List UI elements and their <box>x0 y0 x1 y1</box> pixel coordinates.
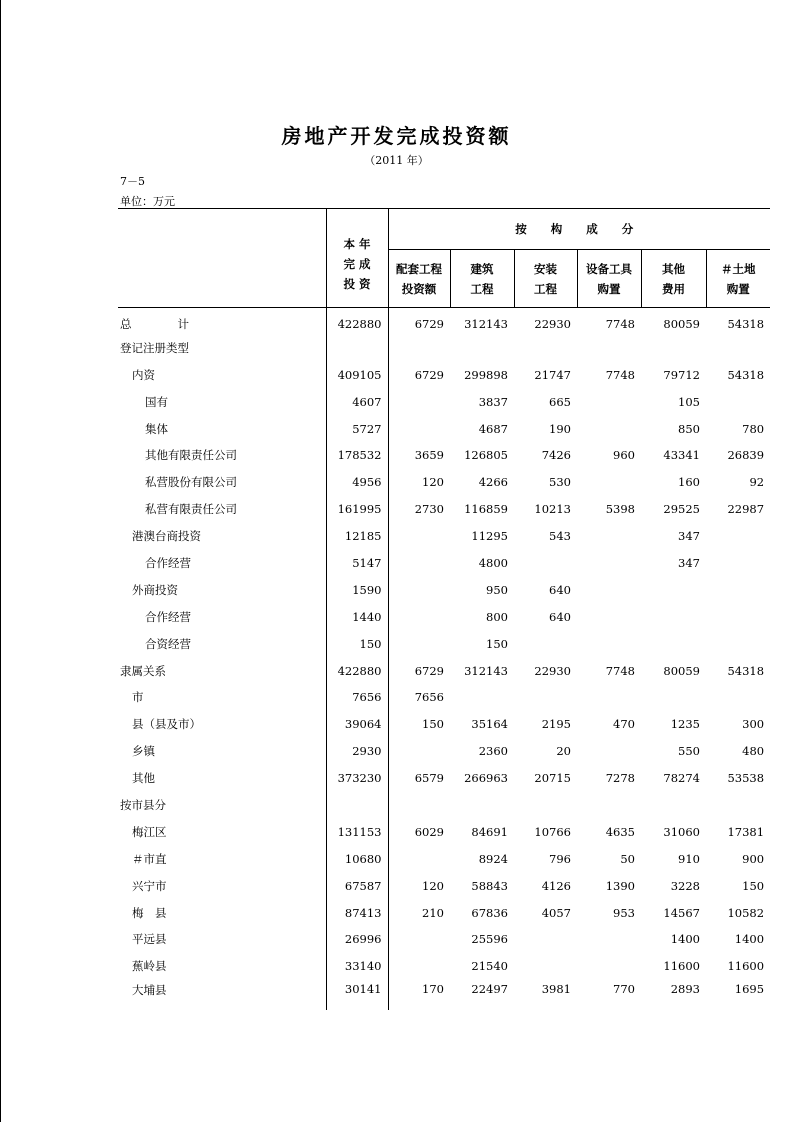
value-cell: 20 <box>556 744 571 759</box>
table-row <box>118 926 770 953</box>
value-cell: 105 <box>678 394 700 409</box>
value-cell: 4956 <box>326 469 388 496</box>
value-cell <box>388 845 450 872</box>
value-cell: 5727 <box>326 415 388 442</box>
value-cell: 178532 <box>326 442 388 469</box>
header-subcol-line: 工程 <box>534 281 557 296</box>
value-cell: 31060 <box>663 824 700 839</box>
header-subcol-line: 工程 <box>470 281 494 296</box>
value-cell <box>706 603 770 630</box>
value-cell: 266963 <box>464 771 508 786</box>
value-cell: 2360 <box>478 744 508 759</box>
table-row <box>118 953 770 980</box>
value-cell: 6729 <box>388 308 450 335</box>
value-cell: 850 <box>678 421 700 436</box>
value-cell: 665 <box>549 394 571 409</box>
header-subcol-line: 费用 <box>662 281 685 296</box>
value-cell: 17381 <box>727 824 765 839</box>
page-left-border <box>0 0 1 1122</box>
value-cell: 6729 <box>388 361 450 388</box>
row-label: 集体 <box>118 415 326 442</box>
value-cell: 470 <box>613 717 635 732</box>
value-cell: 10213 <box>534 502 571 517</box>
value-cell: 7748 <box>605 317 635 332</box>
value-cell <box>577 926 641 953</box>
value-cell: 80059 <box>663 317 700 332</box>
value-cell: 6579 <box>388 765 450 792</box>
row-label: 乡镇 <box>118 738 326 765</box>
value-cell: 84691 <box>471 824 508 839</box>
row-label: 市 <box>118 684 326 711</box>
value-cell: 39064 <box>326 711 388 738</box>
value-cell: 22930 <box>534 317 571 332</box>
table-row <box>118 899 770 926</box>
header-group: 按 构 成 分 <box>388 209 770 250</box>
value-cell: 770 <box>613 981 635 996</box>
table-row <box>118 442 770 469</box>
value-cell <box>326 792 388 819</box>
row-label: 大埔县 <box>118 980 326 1010</box>
value-cell: 21540 <box>471 959 508 974</box>
value-cell: 12185 <box>326 523 388 550</box>
value-cell: 1400 <box>670 932 700 947</box>
value-cell: 953 <box>613 905 635 920</box>
value-cell <box>577 388 641 415</box>
value-cell <box>388 576 450 603</box>
header-item-cell <box>118 209 326 308</box>
row-label: 按市县分 <box>118 792 326 819</box>
value-cell <box>388 792 450 819</box>
value-cell: 7656 <box>388 684 450 711</box>
table-row <box>118 980 770 1010</box>
value-cell: 422880 <box>326 308 388 335</box>
value-cell <box>577 630 641 657</box>
value-cell: 7748 <box>605 663 635 678</box>
header-total-line-3: 投 资 <box>343 277 371 291</box>
value-cell: 161995 <box>326 496 388 523</box>
value-cell: 150 <box>388 711 450 738</box>
value-cell: 58843 <box>471 878 508 893</box>
header-subcol <box>706 250 770 308</box>
value-cell <box>577 576 641 603</box>
value-cell: 2893 <box>670 981 700 996</box>
value-cell <box>706 792 770 819</box>
value-cell <box>450 334 514 361</box>
row-label: 港澳台商投资 <box>118 523 326 550</box>
row-label: 合作经营 <box>118 603 326 630</box>
value-cell: 210 <box>388 899 450 926</box>
value-cell <box>706 684 770 711</box>
value-cell: 22987 <box>727 502 765 517</box>
value-cell <box>388 926 450 953</box>
table-row <box>118 388 770 415</box>
value-cell <box>706 576 770 603</box>
table-row <box>118 657 770 684</box>
table-row <box>118 334 770 361</box>
header-subcol-line: 设备工具 <box>586 261 632 276</box>
value-cell <box>577 415 641 442</box>
value-cell <box>641 630 706 657</box>
value-cell: 67587 <box>326 872 388 899</box>
value-cell: 10582 <box>727 905 765 920</box>
value-cell: 53538 <box>727 771 765 786</box>
row-label: 私营股份有限公司 <box>118 469 326 496</box>
value-cell: 2195 <box>541 717 571 732</box>
header-total <box>326 209 388 308</box>
value-cell: 54318 <box>727 367 765 382</box>
unit-label: 单位：万元 <box>120 195 175 208</box>
value-cell <box>706 630 770 657</box>
value-cell <box>514 926 577 953</box>
value-cell: 409105 <box>326 361 388 388</box>
value-cell: 1235 <box>670 717 700 732</box>
header-subcol-line: 安装 <box>534 261 557 276</box>
value-cell: 116859 <box>464 502 508 517</box>
table-row <box>118 738 770 765</box>
table-row <box>118 550 770 577</box>
value-cell: 67836 <box>471 905 508 920</box>
value-cell: 550 <box>678 744 700 759</box>
value-cell: 54318 <box>727 317 765 332</box>
header-total-line-1: 本 年 <box>343 237 371 251</box>
row-label: 合作经营 <box>118 550 326 577</box>
row-label: 私营有限责任公司 <box>118 496 326 523</box>
value-cell: 7748 <box>605 367 635 382</box>
value-cell: 29525 <box>663 502 700 517</box>
value-cell: 347 <box>678 555 700 570</box>
value-cell: 900 <box>742 851 765 866</box>
value-cell: 4607 <box>326 388 388 415</box>
value-cell <box>706 334 770 361</box>
row-label: ＃市直 <box>118 845 326 872</box>
value-cell: 347 <box>678 529 700 544</box>
value-cell: 640 <box>549 582 571 597</box>
table-row <box>118 415 770 442</box>
value-cell <box>388 738 450 765</box>
value-cell <box>577 523 641 550</box>
header-subcol <box>450 250 514 308</box>
value-cell: 7426 <box>541 448 571 463</box>
header-subcol <box>577 250 641 308</box>
table-row <box>118 765 770 792</box>
value-cell: 26996 <box>326 926 388 953</box>
value-cell: 120 <box>388 872 450 899</box>
value-cell: 7656 <box>326 684 388 711</box>
value-cell: 50 <box>620 851 635 866</box>
value-cell: 312143 <box>464 663 508 678</box>
table-row <box>118 792 770 819</box>
row-label: 内资 <box>118 361 326 388</box>
value-cell <box>706 388 770 415</box>
value-cell: 78274 <box>663 771 700 786</box>
row-label: 蕉岭县 <box>118 953 326 980</box>
value-cell <box>388 550 450 577</box>
value-cell <box>388 334 450 361</box>
value-cell <box>388 388 450 415</box>
row-label: 梅 县 <box>118 899 326 926</box>
value-cell: 87413 <box>326 899 388 926</box>
value-cell: 43341 <box>663 448 700 463</box>
value-cell: 543 <box>549 529 571 544</box>
value-cell: 92 <box>749 475 765 490</box>
table-row <box>118 711 770 738</box>
value-cell: 4057 <box>541 905 571 920</box>
value-cell: 480 <box>742 744 765 759</box>
value-cell <box>388 953 450 980</box>
value-cell: 4687 <box>478 421 508 436</box>
value-cell: 422880 <box>326 657 388 684</box>
value-cell: 3228 <box>670 878 700 893</box>
value-cell <box>514 684 577 711</box>
value-cell <box>326 334 388 361</box>
value-cell: 910 <box>678 851 700 866</box>
table-row <box>118 576 770 603</box>
value-cell: 3981 <box>541 981 571 996</box>
value-cell <box>388 415 450 442</box>
value-cell: 1695 <box>734 981 765 996</box>
row-label: 其他有限责任公司 <box>118 442 326 469</box>
value-cell: 126805 <box>464 448 508 463</box>
value-cell: 10766 <box>534 824 571 839</box>
row-label: 隶属关系 <box>118 657 326 684</box>
table-row <box>118 684 770 711</box>
table-row <box>118 496 770 523</box>
investment-table <box>118 208 770 1010</box>
value-cell: 80059 <box>663 663 700 678</box>
value-cell: 373230 <box>326 765 388 792</box>
value-cell: 299898 <box>464 367 508 382</box>
header-subcol <box>514 250 577 308</box>
value-cell: 780 <box>742 421 765 436</box>
header-subcol <box>641 250 706 308</box>
value-cell: 160 <box>678 475 700 490</box>
value-cell <box>577 550 641 577</box>
header-subcol-line: ＃土地 <box>721 261 756 276</box>
row-label: 国有 <box>118 388 326 415</box>
header-subcol-line: 购置 <box>726 281 750 296</box>
page-subtitle: （2011 年） <box>364 154 429 167</box>
row-label: 合资经营 <box>118 630 326 657</box>
value-cell: 150 <box>486 636 508 651</box>
value-cell: 33140 <box>326 953 388 980</box>
value-cell: 190 <box>549 421 571 436</box>
row-label: 其他 <box>118 765 326 792</box>
value-cell: 5147 <box>326 550 388 577</box>
value-cell: 20715 <box>534 771 571 786</box>
value-cell: 30141 <box>326 980 388 1010</box>
value-cell <box>577 738 641 765</box>
row-label: 登记注册类型 <box>118 334 326 361</box>
value-cell: 11600 <box>727 959 765 974</box>
value-cell: 530 <box>549 475 571 490</box>
value-cell: 3837 <box>478 394 508 409</box>
table-code: 7－5 <box>120 175 145 188</box>
value-cell: 25596 <box>471 932 508 947</box>
value-cell <box>577 469 641 496</box>
table-row <box>118 523 770 550</box>
value-cell <box>514 550 577 577</box>
table-row <box>118 630 770 657</box>
value-cell <box>641 334 706 361</box>
table-row <box>118 308 770 335</box>
value-cell <box>388 603 450 630</box>
value-cell: 150 <box>326 630 388 657</box>
value-cell <box>577 334 641 361</box>
value-cell <box>577 684 641 711</box>
value-cell: 2930 <box>326 738 388 765</box>
row-label: 外商投资 <box>118 576 326 603</box>
value-cell: 14567 <box>663 905 700 920</box>
value-cell: 1390 <box>605 878 635 893</box>
header-subcol-line: 配套工程 <box>396 261 442 276</box>
value-cell: 1590 <box>326 576 388 603</box>
header-subcol-line: 购置 <box>597 281 621 296</box>
value-cell: 4635 <box>605 824 635 839</box>
value-cell: 131153 <box>326 818 388 845</box>
value-cell: 7278 <box>605 771 635 786</box>
header-subcol-line: 投资额 <box>401 281 437 296</box>
value-cell: 4126 <box>541 878 571 893</box>
value-cell: 312143 <box>464 317 508 332</box>
value-cell: 170 <box>388 980 450 1010</box>
value-cell <box>450 792 514 819</box>
value-cell: 300 <box>742 717 765 732</box>
value-cell: 11295 <box>471 529 508 544</box>
row-label: 兴宁市 <box>118 872 326 899</box>
value-cell: 2730 <box>388 496 450 523</box>
value-cell <box>514 792 577 819</box>
row-label: 县（县及市） <box>118 711 326 738</box>
value-cell: 4800 <box>478 555 508 570</box>
value-cell: 1440 <box>326 603 388 630</box>
value-cell: 11600 <box>663 959 700 974</box>
value-cell <box>514 334 577 361</box>
header-subcol <box>388 250 450 308</box>
value-cell: 4266 <box>478 475 508 490</box>
value-cell: 796 <box>549 851 571 866</box>
value-cell <box>577 603 641 630</box>
value-cell: 21747 <box>534 367 571 382</box>
value-cell <box>388 630 450 657</box>
value-cell <box>514 630 577 657</box>
value-cell: 22497 <box>471 981 508 996</box>
value-cell: 3659 <box>388 442 450 469</box>
table-row <box>118 845 770 872</box>
value-cell: 6729 <box>388 657 450 684</box>
value-cell: 10680 <box>326 845 388 872</box>
value-cell: 26839 <box>727 448 765 463</box>
value-cell <box>706 523 770 550</box>
value-cell: 35164 <box>471 717 508 732</box>
value-cell <box>641 684 706 711</box>
value-cell <box>388 523 450 550</box>
table-row <box>118 469 770 496</box>
row-label: 梅江区 <box>118 818 326 845</box>
value-cell: 950 <box>486 582 508 597</box>
value-cell <box>706 550 770 577</box>
value-cell: 5398 <box>605 502 635 517</box>
table-row <box>118 818 770 845</box>
value-cell: 150 <box>742 878 765 893</box>
value-cell: 640 <box>549 609 571 624</box>
row-label: 平远县 <box>118 926 326 953</box>
value-cell: 800 <box>486 609 508 624</box>
table-row <box>118 361 770 388</box>
table-row <box>118 603 770 630</box>
table-row <box>118 872 770 899</box>
table-body <box>118 308 770 1010</box>
value-cell: 120 <box>388 469 450 496</box>
header-subcol-line: 其他 <box>662 261 685 276</box>
header-total-line-2: 完 成 <box>343 257 371 271</box>
value-cell <box>641 603 706 630</box>
value-cell <box>641 792 706 819</box>
value-cell: 22930 <box>534 663 571 678</box>
page-title: 房地产开发完成投资额 <box>281 124 512 148</box>
value-cell <box>450 684 514 711</box>
value-cell: 1400 <box>734 932 765 947</box>
value-cell: 6029 <box>388 818 450 845</box>
value-cell: 8924 <box>478 851 508 866</box>
value-cell <box>577 953 641 980</box>
value-cell: 960 <box>613 448 635 463</box>
row-label: 总 计 <box>118 308 326 335</box>
value-cell <box>577 792 641 819</box>
value-cell <box>641 576 706 603</box>
value-cell: 54318 <box>727 663 765 678</box>
value-cell <box>514 953 577 980</box>
value-cell: 79712 <box>663 367 700 382</box>
header-subcol-line: 建筑 <box>470 261 494 276</box>
